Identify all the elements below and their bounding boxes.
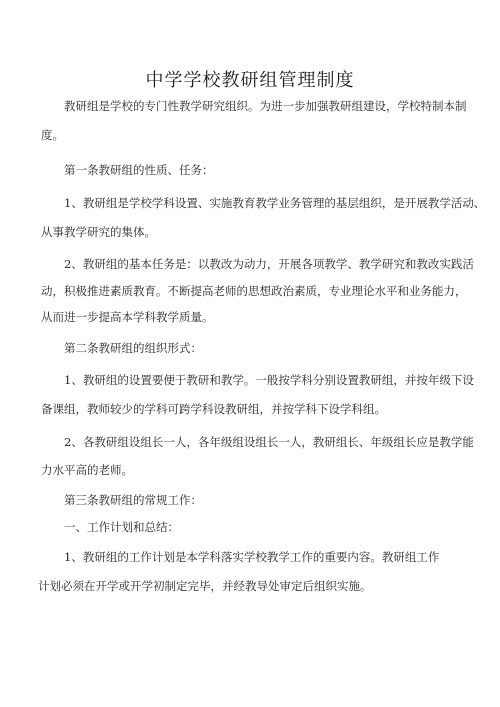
paragraph-line: 从而进一步提高本学科教学质量。 bbox=[41, 310, 214, 324]
paragraph-line: 计划必须在开学或开学初制定完毕，并经教导处审定后组织实施。 bbox=[38, 579, 372, 593]
paragraph-line: 动，积极推进素质教育。不断提高老师的思想政治素质，专业理论水平和业务能力， bbox=[41, 284, 467, 298]
paragraph-line: 2、各教研组设组长一人，各年级组设组长一人，教研组长、年级组长应是教学能 bbox=[64, 435, 474, 449]
subsection-heading: 一、工作计划和总结： bbox=[64, 520, 179, 534]
paragraph-line: 1、教研组的工作计划是本学科落实学校教学工作的重要内容。教研组工作 bbox=[64, 550, 440, 564]
section-heading-3: 第三条教研组的常规工作： bbox=[64, 493, 202, 507]
paragraph-line: 1、教研组的设置要便于教研和教学。一般按学科分别设置教研组，并按年级下设 bbox=[64, 373, 474, 387]
document-title: 中学学校教研组管理制度 bbox=[145, 70, 355, 91]
paragraph-line: 1、教研组是学校学科设置、实施教育教学业务管理的基层组织，是开展教学活动、 bbox=[64, 196, 486, 210]
paragraph-line: 从事教学研究的集体。 bbox=[41, 225, 156, 239]
paragraph-line: 备课组，教师较少的学科可跨学科设教研组，并按学科下设学科组。 bbox=[41, 402, 386, 416]
section-heading-2: 第二条教研组的组织形式： bbox=[64, 341, 202, 355]
paragraph-line: 力水平高的老师。 bbox=[41, 463, 133, 477]
paragraph-line: 教研组是学校的专门性教学研究组织。为进一步加强教研组建设，学校特制本制 bbox=[64, 99, 467, 113]
paragraph-line: 度。 bbox=[41, 128, 64, 142]
paragraph-line: 2、教研组的基本任务是：以教改为动力，开展各项教学、教学研究和教改实践活 bbox=[64, 257, 474, 271]
section-heading-1: 第一条教研组的性质、任务： bbox=[64, 163, 214, 177]
